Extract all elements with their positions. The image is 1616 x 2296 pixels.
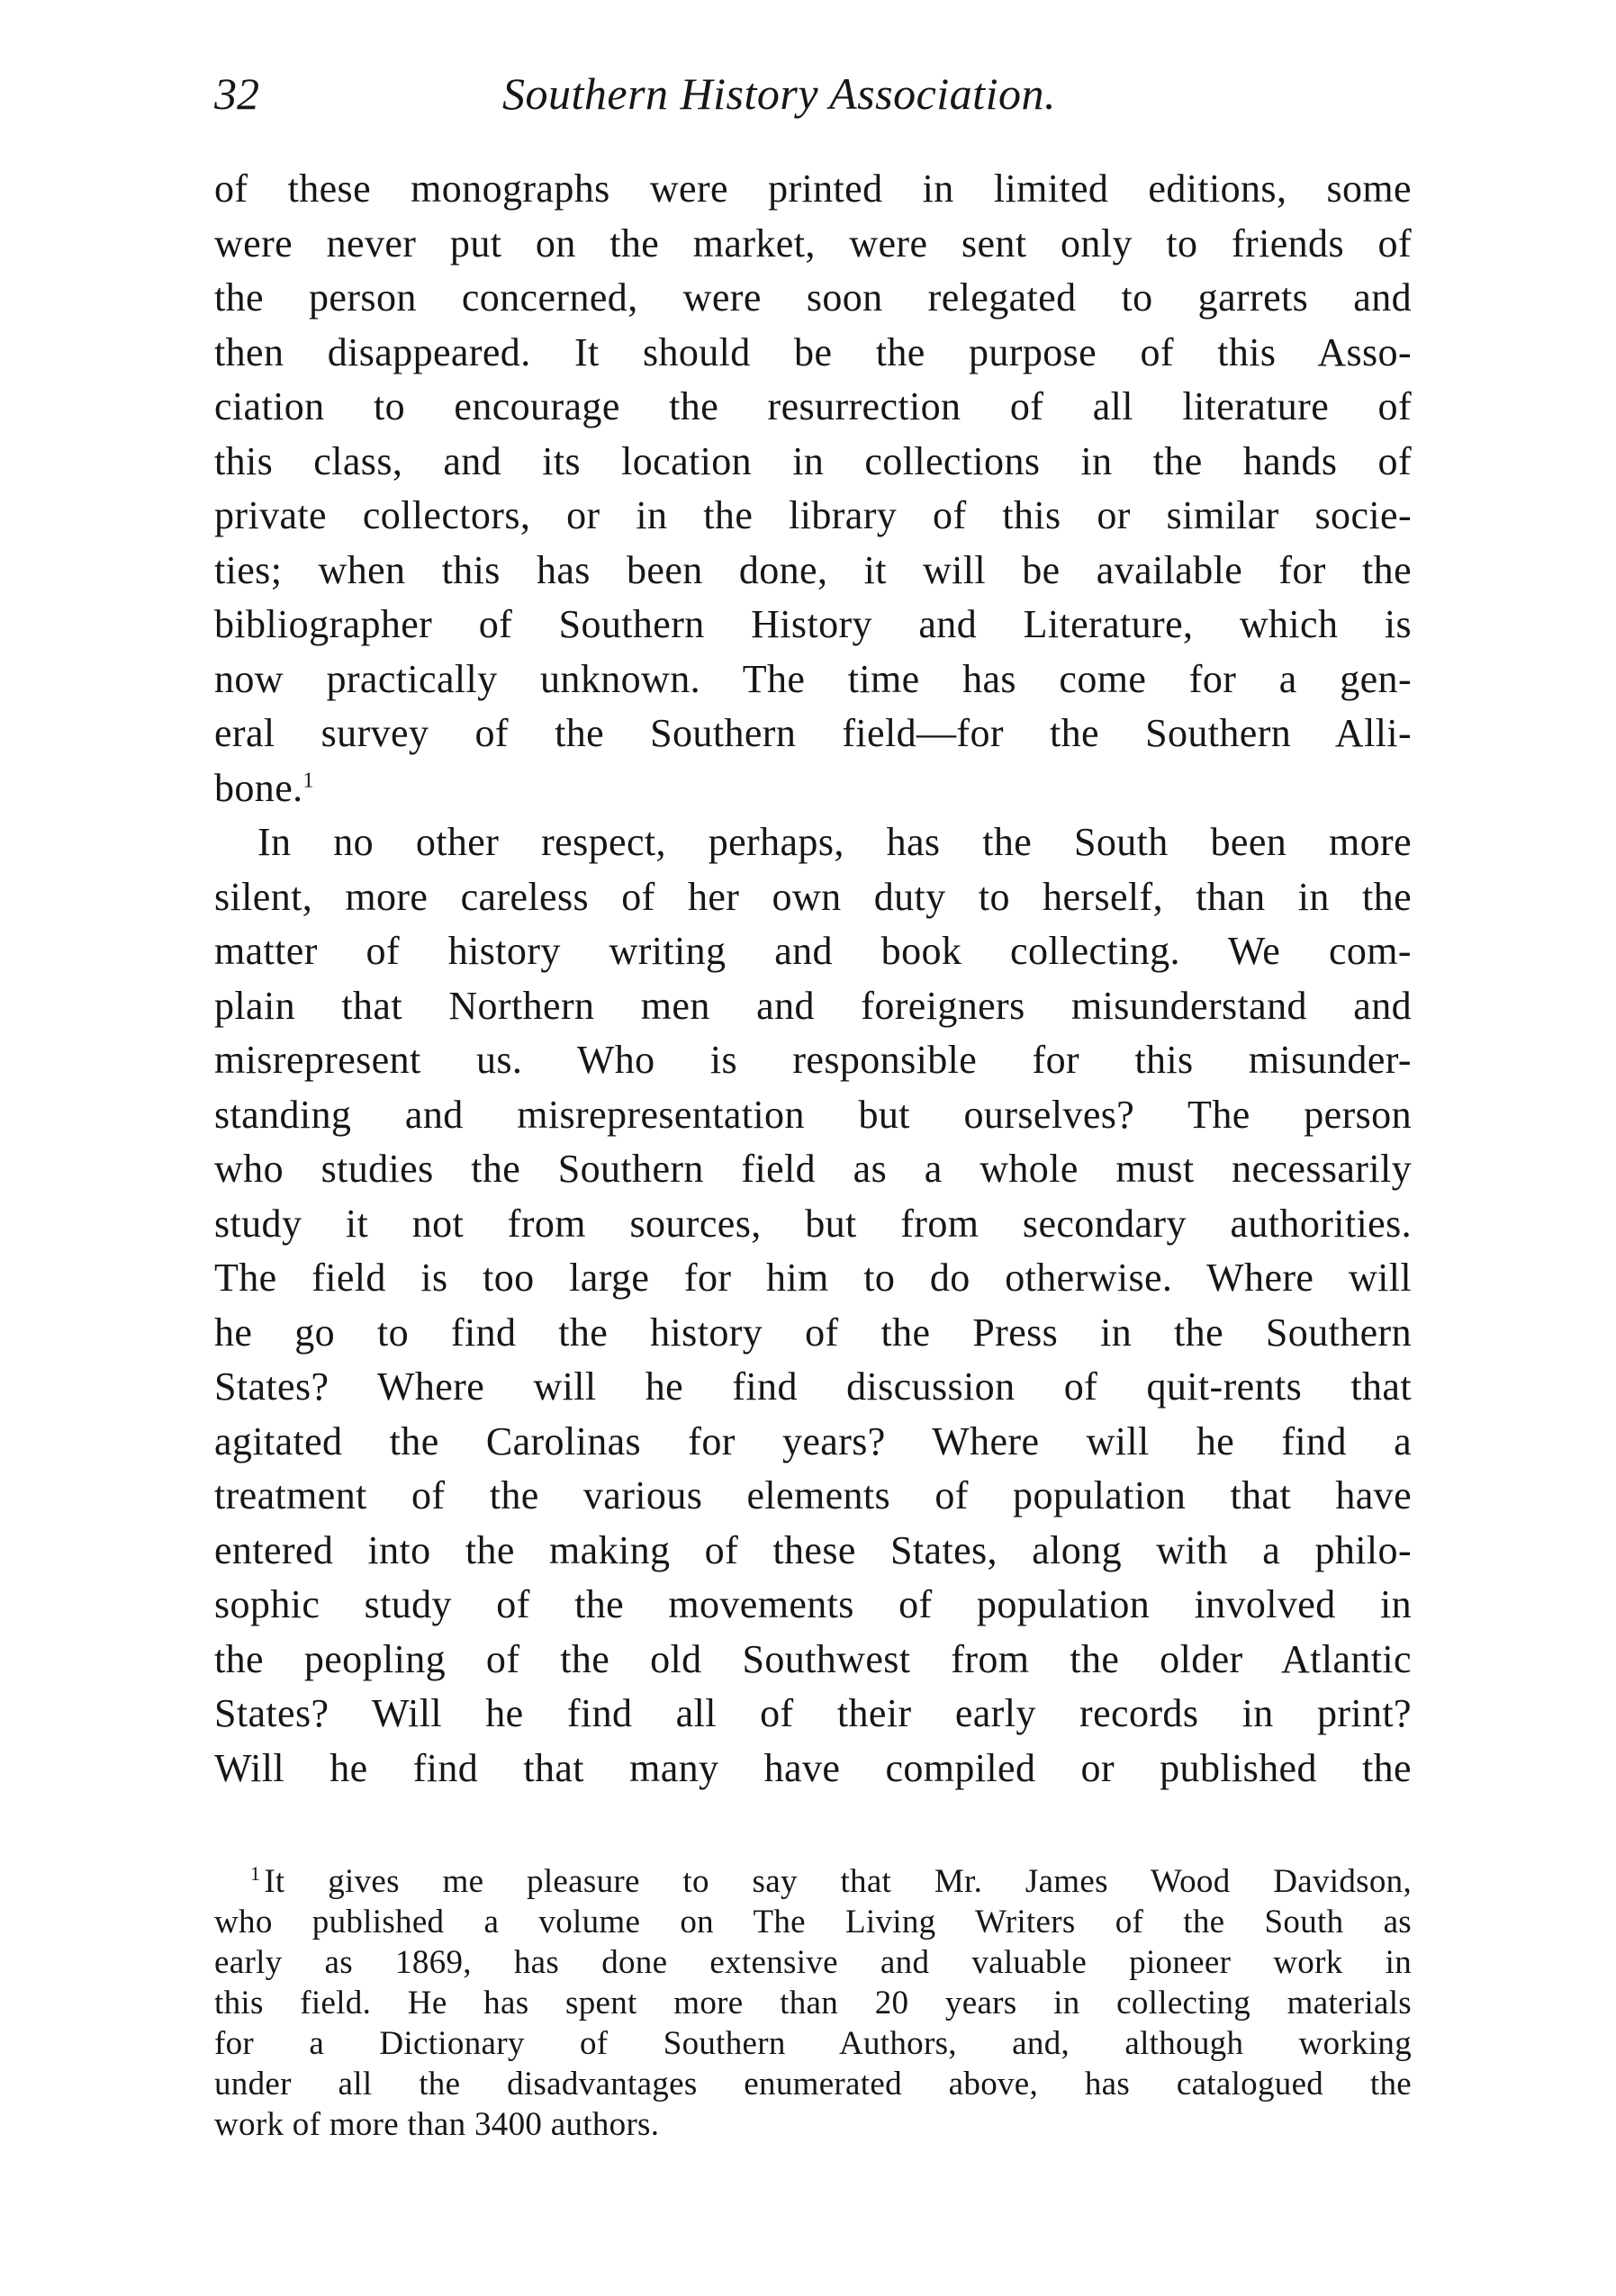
body-line-text: bone. [214,765,303,810]
body-line: silent, more careless of her own duty to herself, than in the [214,874,1412,919]
body-line: now practically unknown. The time has come for a gen- [214,656,1412,701]
running-head [214,58,1412,130]
page-number: 32 [214,68,259,119]
body-line: the person concerned, were soon relegated to garrets and [214,275,1412,320]
footnote-line: for a Dictionary of Southern Authors, and, although working [214,2025,1412,2062]
body-line: the peopling of the old Southwest from the older Atlantic [214,1636,1412,1681]
body-line: eral survey of the Southern field—for the Southern Alli- [214,711,1412,755]
footnote [214,1861,1412,2145]
body-line: plain that Northern men and foreigners misunderstand and [214,983,1412,1028]
body-text [214,162,1412,1796]
footnote-line: early as 1869, has done extensive and valuable pioneer work in [214,1944,1412,1981]
footnote-line: who published a volume on The Living Writers of the South as [214,1904,1412,1940]
body-line: In no other respect, perhaps, has the South been more [257,820,1412,864]
body-line: bibliographer of Southern History and Literature, which is [214,602,1412,646]
body-line: sophic study of the movements of population involved in [214,1582,1412,1626]
footnote-reference[interactable]: 1 [302,768,314,792]
running-title: Southern History Association. [502,68,1056,119]
body-line: treatment of the various elements of population that have [214,1473,1412,1517]
body-line: were never put on the market, were sent only to friends of [214,221,1412,266]
body-line: States? Where will he find discussion of quit-rents that [214,1364,1412,1409]
body-line: ciation to encourage the resurrection of all literature of [214,384,1412,428]
body-line: matter of history writing and book collecting. We com- [214,929,1412,973]
body-line: agitated the Carolinas for years? Where will he find a [214,1418,1412,1463]
body-line: this class, and its location in collections in the hands of [214,438,1412,483]
body-line: private collectors, or in the library of this or similar socie- [214,493,1412,537]
body-line: Will he find that many have compiled or published the [214,1745,1412,1790]
footnote-line: work of more than 3400 authors. [214,2106,660,2143]
body-line: entered into the making of these States, along with a philo- [214,1527,1412,1572]
body-line: misrepresent us. Who is responsible for this misunder- [214,1038,1412,1082]
footnote-line: under all the disadvantages enumerated above, has catalogued the [214,2066,1412,2102]
footnote-line: this field. He has spent more than 20 years in collecting materials [214,1985,1412,2021]
body-line: he go to find the history of the Press in the Southern [214,1310,1412,1355]
body-line: The field is too large for him to do otherwise. Where will [214,1256,1412,1300]
body-line: study it not from sources, but from secondary authorities. [214,1201,1412,1246]
footnote-number: 1 [250,1861,261,1885]
body-line: States? Will he find all of their early records in print? [214,1691,1412,1735]
body-line: then disappeared. It should be the purpose of this Asso- [214,329,1412,374]
body-line: who studies the Southern field as a whole must necessarily [214,1147,1412,1191]
body-line: ties; when this has been done, it will be available for the [214,547,1412,592]
paragraph-end-line [214,761,1412,816]
body-line: of these monographs were printed in limited editions, some [214,167,1412,211]
footnote-first-line [214,1861,1412,1902]
body-line: standing and misrepresentation but ourselves? The person [214,1092,1412,1137]
footnote-line-text: It gives me pleasure to say that Mr. James Wood Davidson, [264,1863,1412,1900]
